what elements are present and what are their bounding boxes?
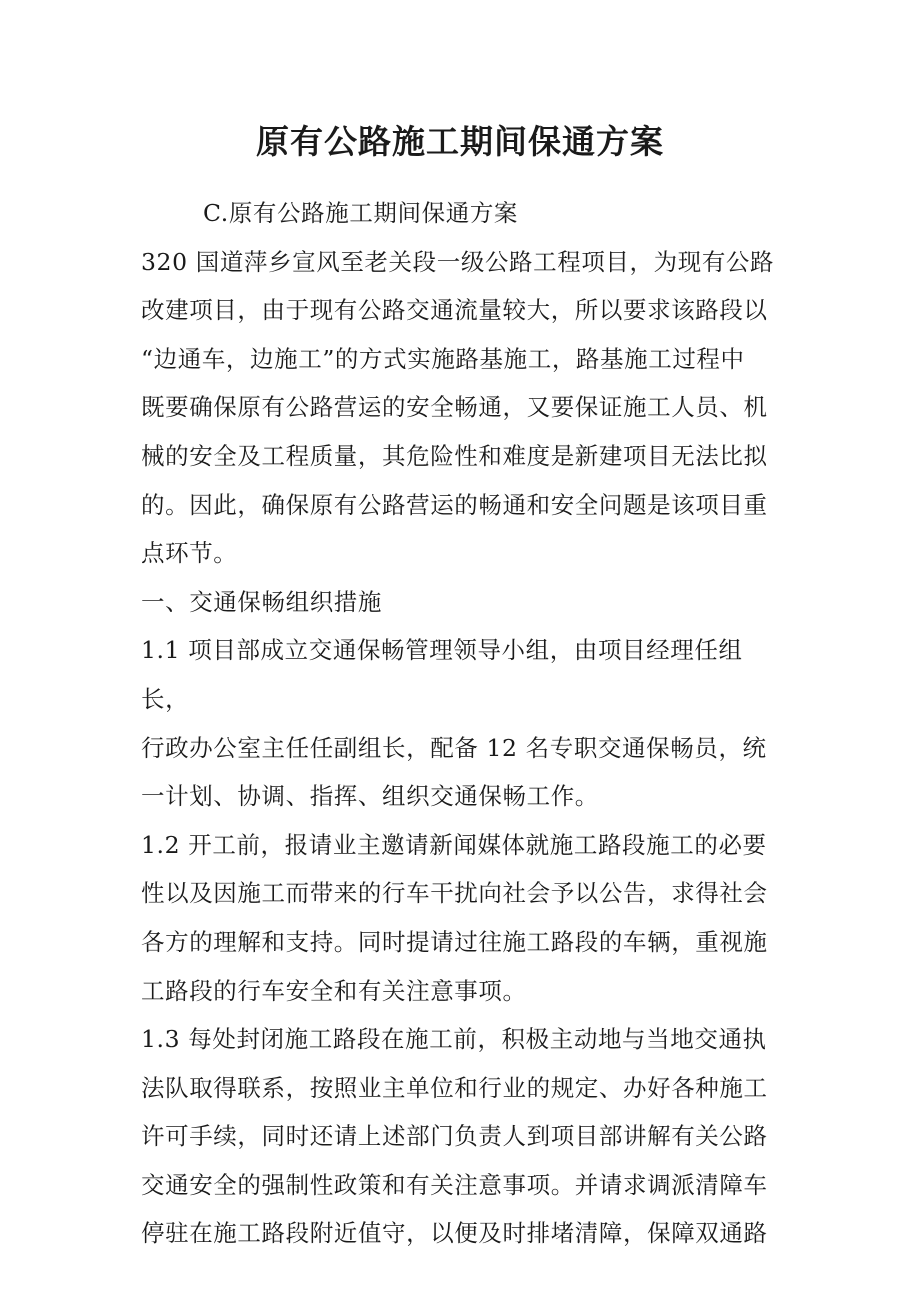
item-1-2-line: 工路段的行车安全和有关注意事项。 xyxy=(141,976,527,1005)
document-title: 原有公路施工期间保通方案 xyxy=(256,122,664,161)
item-1-2-line: 性以及因施工而带来的行车干扰向社会予以公告，求得社会 xyxy=(141,879,768,908)
item-1-3-line: 法队取得联系，按照业主单位和行业的规定、办好各种施工 xyxy=(141,1073,768,1102)
document-subtitle: C.原有公路施工期间保通方案 xyxy=(203,199,519,227)
intro-line: “边通车，边施工”的方式实施路基施工，路基施工过程中 xyxy=(141,344,745,373)
intro-line: 械的安全及工程质量，其危险性和难度是新建项目无法比拟 xyxy=(141,441,768,470)
intro-line: 既要确保原有公路营运的安全畅通，又要保证施工人员、机 xyxy=(141,393,768,422)
item-1-3-line: 交通安全的强制性政策和有关注意事项。并请求调派清障车 xyxy=(141,1170,768,1199)
intro-line: 的。因此，确保原有公路营运的畅通和安全问题是该项目重 xyxy=(141,490,768,519)
section-heading: 一、交通保畅组织措施 xyxy=(141,587,382,616)
item-1-1-line: 一计划、协调、指挥、组织交通保畅工作。 xyxy=(141,782,599,811)
item-1-2-line: 1.2 开工前，报请业主邀请新闻媒体就施工路段施工的必要 xyxy=(141,830,767,859)
item-1-3-line: 许可手续，同时还请上述部门负责人到项目部讲解有关公路 xyxy=(141,1122,768,1151)
intro-line: 320 国道萍乡宣风至老关段一级公路工程项目，为现有公路 xyxy=(141,247,775,276)
item-1-3-line: 1.3 每处封闭施工路段在施工前，积极主动地与当地交通执 xyxy=(141,1025,767,1054)
intro-line: 改建项目，由于现有公路交通流量较大，所以要求该路段以 xyxy=(141,296,768,325)
item-1-1-line: 行政办公室主任任副组长，配备 12 名专职交通保畅员，统 xyxy=(141,733,767,762)
item-1-2-line: 各方的理解和支持。同时提请过往施工路段的车辆，重视施 xyxy=(141,927,768,956)
intro-line: 点环节。 xyxy=(141,539,238,568)
item-1-3-line: 停驻在施工路段附近值守，以便及时排堵清障，保障双通路 xyxy=(141,1219,768,1248)
item-1-1-line: 1.1 项目部成立交通保畅管理领导小组，由项目经理任组长， xyxy=(141,636,743,713)
document-body xyxy=(141,189,789,1258)
